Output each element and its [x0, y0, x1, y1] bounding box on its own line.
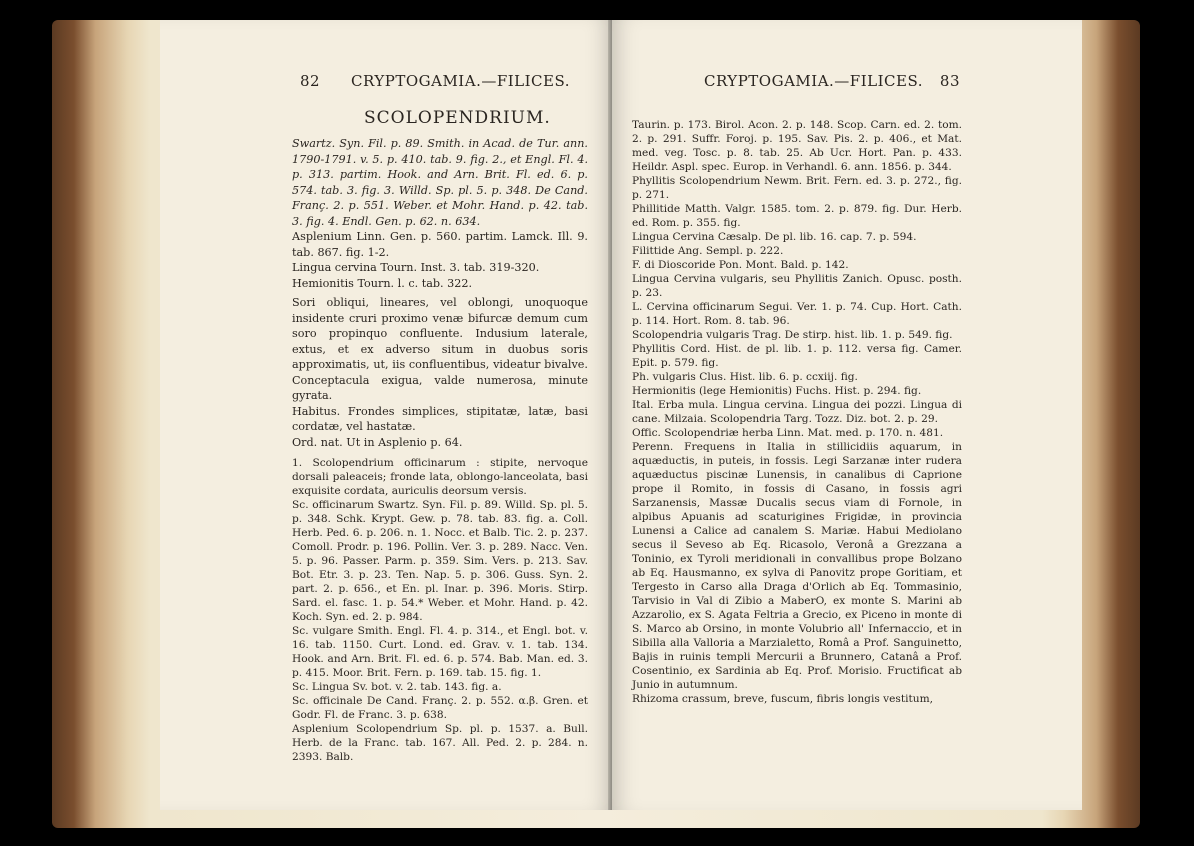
vernacular-names: Ital. Erba mula. Lingua cervina. Lingua dei pozzi. Lingua di cane. Milzaia. Scolopendria Targ. Tozz. Diz. bot. 2. p. 29.	[632, 399, 962, 425]
ord-nat-line: Ord. nat. Ut in Asplenio p. 64.	[292, 435, 463, 449]
reference-entry: L. Cervina officinarum Segui. Ver. 1. p. 74. Cup. Hort. Cath. p. 114. Hort. Rom. 8. tab. 96.	[632, 301, 962, 327]
synonym-line: Hemionitis Tourn. l. c. tab. 322.	[292, 276, 473, 290]
officinal-entry: Offic. Scolopendriæ herba Linn. Mat. med. p. 170. n. 481.	[632, 427, 944, 439]
species-entry: Sc. vulgare Smith. Engl. Fl. 4. p. 314., et Engl. bot. v. 16. tab. 1150. Curt. Lond. ed. Grav. v. 1. tab. 134. Hook. and Arn. Brit. Fl. ed. 6. p. 574. Bab. Man. ed. 3. p. 415. Moor. Brit. Fern. p. 169. tab. 15. fig. 1.	[292, 625, 588, 679]
reference-entry: Ph. vulgaris Clus. Hist. lib. 6. p. ccxiij. fig.	[632, 371, 858, 383]
synonym-line: Asplenium Linn. Gen. p. 560. partim. Lamck. Ill. 9. tab. 867. fig. 1-2.	[292, 230, 588, 259]
reference-entry: Phillitide Matth. Valgr. 1585. tom. 2. p. 879. fig. Dur. Herb. ed. Rom. p. 355. fig.	[632, 203, 962, 229]
species-entry: Sc. Lingua Sv. bot. v. 2. tab. 143. fig. a.	[292, 681, 502, 693]
species-entry: Sc. officinarum Swartz. Syn. Fil. p. 89. Willd. Sp. pl. 5. p. 348. Schk. Krypt. Gew. p. 78. tab. 83. fig. a. Coll. Herb. Ped. 6. p. 206. n. 1. Nocc. et Balb. Tic. 2. p. 237. Comoll. Prodr. p. 196. Pollin. Ver. 3. p. 289. Nacc. Ven. 5. p. 96. Passer. Parm. p. 359. Sim. Vers. p. 213. Sav. Bot. Etr. 3. p. 23. Ten. Nap. 5. p. 306. Guss. Syn. 2. part. 2. p. 656., et En. pl. Inar. p. 396. Moris. Stirp. Sard. el. fasc. 1. p. 54.* Weber. et Mohr. Hand. p. 42. Koch. Syn. ed. 2. p. 984.	[292, 499, 588, 623]
reference-entry: Filittide Ang. Sempl. p. 222.	[632, 245, 784, 257]
right-page	[612, 20, 1082, 810]
species-entry: 1. Scolopendrium officinarum : stipite, nervoque dorsali paleaceis; fronde lata, oblongo-lanceolata, basi exquisite cordata, auriculis deorsum versis.	[292, 457, 588, 497]
reference-entry: Taurin. p. 173. Birol. Acon. 2. p. 148. Scop. Carn. ed. 2. tom. 2. p. 291. Suffr. Foroj. p. 195. Sav. Pis. 2. p. 406., et Mat. med. veg. Tosc. p. 8. tab. 25. Ab Ucr. Hort. Pan. p. 433. Heildr. Aspl. spec. Europ. in Verhandl. 6. ann. 1856. p. 344.	[632, 119, 962, 173]
synonym-line: Lingua cervina Tourn. Inst. 3. tab. 319-320.	[292, 261, 540, 274]
species-entry: Asplenium Scolopendrium Sp. pl. p. 1537. a. Bull. Herb. de la Franc. tab. 167. All. Ped. 2. p. 284. n. 2393. Balb.	[292, 723, 588, 763]
genus-title: SCOLOPENDRIUM.	[364, 108, 551, 128]
habitus-line: Habitus. Frondes simplices, stipitatæ, latæ, basi cordatæ, vel hastatæ.	[292, 404, 588, 433]
reference-entry: Lingua Cervina vulgaris, seu Phyllitis Zanich. Opusc. posth. p. 23.	[632, 273, 962, 299]
left-running-title: CRYPTOGAMIA.—FILICES.	[351, 72, 570, 90]
reference-entry: Phyllitis Cord. Hist. de pl. lib. 1. p. 112. versa fig. Camer. Epit. p. 579. fig.	[632, 343, 962, 369]
left-page-number: 82	[300, 72, 321, 90]
left-page	[160, 20, 612, 810]
right-page-number: 83	[939, 72, 960, 90]
reference-entry: Lingua Cervina Cæsalp. De pl. lib. 16. cap. 7. p. 594.	[632, 231, 917, 243]
species-entry: Sc. officinale De Cand. Franç. 2. p. 552. α.β. Gren. et Godr. Fl. de Franc. 3. p. 638.	[292, 695, 588, 721]
species-list	[292, 456, 588, 764]
left-text-column	[292, 136, 588, 764]
reference-entry: Phyllitis Scolopendrium Newm. Brit. Fern. ed. 3. p. 272., fig. p. 271.	[632, 175, 962, 201]
rhizoma-line: Rhizoma crassum, breve, fuscum, fibris longis vestitum,	[632, 693, 933, 705]
synonym-line: Swartz. Syn. Fil. p. 89. Smith. in Acad. de Tur. ann. 1790-1791. v. 5. p. 410. tab. 9. fig. 2., et Engl. Fl. 4. p. 313. partim. Hook. and Arn. Brit. Fl. ed. 6. p. 574. tab. 3. fig. 3. Willd. Sp. pl. 5. p. 348. De Cand. Franç. 2. p. 551. Weber. et Mohr. Hand. p. 42. tab. 3. fig. 4. Endl. Gen. p. 62. n. 634.	[292, 137, 588, 228]
genus-description: Sori obliqui, lineares, vel oblongi, unoquoque insidente cruri proximo venæ bifurcæ demum cum soro propinquo confluente. Indusium laterale, extus, et ex adverso situm in duobus soris approximatis, ut, iis confluentibus, videatur bivalve. Conceptacula exigua, valde numerosa, minute gyrata.	[292, 296, 588, 402]
left-running-head	[300, 72, 570, 90]
right-running-head	[704, 72, 960, 90]
reference-entry: Hermionitis (lege Hemionitis) Fuchs. Hist. p. 294. fig.	[632, 385, 922, 397]
reference-entry: F. di Dioscoride Pon. Mont. Bald. p. 142.	[632, 259, 849, 271]
habitat-paragraph: Perenn. Frequens in Italia in stillicidiis aquarum, in aquæductis, in puteis, in fossis. Legi Sarzanæ inter rudera aquæductus piscinæ Lunensis, in canalibus di Caprione prope il Romito, in fossis di Casano, in fossis agri Sarzanensis, Massæ Ducalis secus viam di Fornole, in alpibus Apuanis ad scaturigines Frigidæ, in provincia Lunensi a Calice ad canalem S. Mariæ. Habui Mediolano secus il Seveso ab Eq. Ricasolo, Veronâ a Grezzana a Toninio, ex Tyroli meridionali in convallibus prope Bolzano ab Eq. Hausmanno, ex sylva di Panovitz prope Goritiam, et Tergesto in Carso alla Draga d'Orlich ab Eq. Tommasinio, Tarvisio in Val di Zibio a MaberO, ex monte S. Marini ab Azzarolio, ex S. Agata Feltria a Grecio, ex Piceno in monte di S. Marco ab Orsino, in monte Volubrio all' Infernaccio, et in Sibilla alla Valloria a Marzialetto, Româ a Prof. Sanguinetto, Bajis in ruinis templi Mercurii a Brunnero, Catanâ a Prof. Cosentinio, ex Sardinia ab Eq. Prof. Morisio. Fructificat ab Junio in autumnum.	[632, 441, 962, 691]
reference-entry: Scolopendria vulgaris Trag. De stirp. hist. lib. 1. p. 549. fig.	[632, 329, 953, 341]
right-text-column	[632, 118, 962, 706]
right-running-title: CRYPTOGAMIA.—FILICES.	[704, 72, 923, 90]
